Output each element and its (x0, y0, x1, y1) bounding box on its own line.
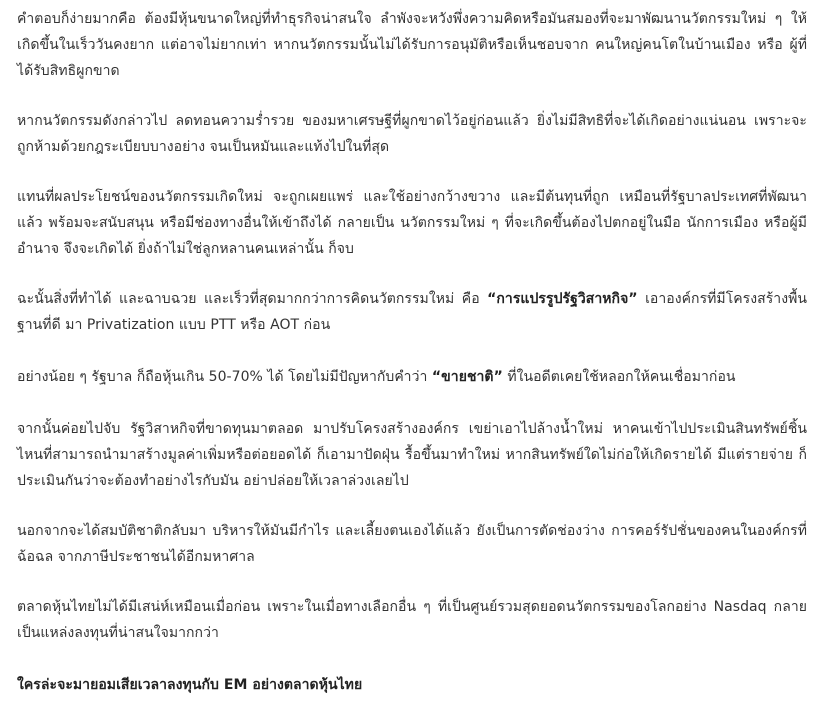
closing-heading: ใครล่ะจะมายอมเสียเวลาลงทุนกับ EM อย่างตลาดหุ้นไทย (17, 677, 363, 693)
paragraph-4-after: เอาองค์กรที่มีโครงสร้างพื้นฐานที่ดี มา Privatization แบบ PTT หรือ AOT ก่อน (17, 291, 807, 333)
paragraph-6: จากนั้นค่อยไปจับ รัฐวิสาหกิจที่ขาดทุนมาตลอด มาปรับโครงสร้างองค์กร เขย่าเอาไปล้างน้ำใหม่ หาคนเข้าไปประเมินสินทรัพย์ชิ้นไหนที่สามารถนำมาสร้างมูลค่าเพิ่มหรือต่อยอดได้ ก็เอามาปัดฝุ่น รื้อขึ้นมาทำใหม่ หากสินทรัพย์ใดไม่ก่อให้เกิดรายได้ มีแต่รายจ่าย ก็ประเมินกันว่าจะต้องทำอย่างไรกับมัน อย่าปล่อยให้เวลาล่วงเลยไป (17, 421, 807, 489)
paragraph-4-before: ฉะนั้นสิ่งที่ทำได้ และฉาบฉวย และเร็วที่สุดมากกว่าการคิดนวัตกรรมใหม่ คือ (17, 291, 488, 307)
paragraph-7: นอกจากจะได้สมบัติชาติกลับมา บริหารให้มันมีกำไร และเลี้ยงตนเองได้แล้ว ยังเป็นการตัดช่องว่าง การคอร์รัปชั่นของคนในองค์กรที่ฉ้อฉล จากภาษีประชาชนได้อีกมหาศาล (17, 523, 807, 565)
sell-nation-emphasis: “ขายชาติ” (431, 369, 503, 385)
paragraph-1: คำตอบก็ง่ายมากคือ ต้องมีหุ้นขนาดใหญ่ที่ทำธุรกิจน่าสนใจ ลำพังจะหวังพึ่งความคิดหรือมันสมองที่จะมาพัฒนานวัตกรรมใหม่ ๆ ให้เกิดขึ้นในเร็ววันคงยาก แต่อาจไม่ยากเท่า หากนวัตกรรมนั้นไม่ได้รับการอนุมัติหรือเห็นชอบจาก คนใหญ่คนโตในบ้านเมือง หรือ ผู้ที่ได้รับสิทธิผูกขาด (17, 11, 807, 79)
paragraph-2: หากนวัตกรรมดังกล่าวไป ลดทอนความร่ำรวย ของมหาเศรษฐีที่ผูกขาดไว้อยู่ก่อนแล้ว ยิ่งไม่มีสิทธิที่จะได้เกิดอย่างแน่นอน เพราะจะถูกห้ามด้วยกฎระเบียบบางอย่าง จนเป็นหมันและแท้งไปในที่สุด (17, 113, 807, 155)
paragraph-4 (17, 286, 807, 338)
paragraph-5-before: อย่างน้อย ๆ รัฐบาล ก็ถือหุ้นเกิน 50-70% ได้ โดยไม่มีปัญหากับคำว่า (17, 369, 432, 385)
privatization-emphasis: “การแปรรูปรัฐวิสาหกิจ” (487, 291, 638, 307)
paragraph-3: แทนที่ผลประโยชน์ของนวัตกรรมเกิดใหม่ จะถูกเผยแพร่ และใช้อย่างกว้างขวาง และมีต้นทุนที่ถูก เหมือนที่รัฐบาลประเทศที่พัฒนาแล้ว พร้อมจะสนับสนุน หรือมีช่องทางอื่นให้เข้าถึงได้ กลายเป็น นวัตกรรมใหม่ ๆ ที่จะเกิดขึ้นต้องไปตกอยู่ในมือ นักการเมือง หรือผู้มีอำนาจ จึงจะเกิดได้ ยิ่งถ้าไม่ใช่ลูกหลานคนเหล่านั้น ก็จบ (17, 189, 807, 257)
paragraph-5-after: ที่ในอดีตเคยใช้หลอกให้คนเชื่อมาก่อน (502, 369, 736, 385)
paragraph-8: ตลาดหุ้นไทยไม่ได้มีเสน่ห์เหมือนเมื่อก่อน เพราะในเมื่อทางเลือกอื่น ๆ ที่เป็นศูนย์รวมสุดยอดนวัตกรรมของโลกอย่าง Nasdaq กลายเป็นแหล่งลงทุนที่น่าสนใจมากกว่า (17, 599, 807, 641)
paragraph-5 (17, 364, 807, 390)
